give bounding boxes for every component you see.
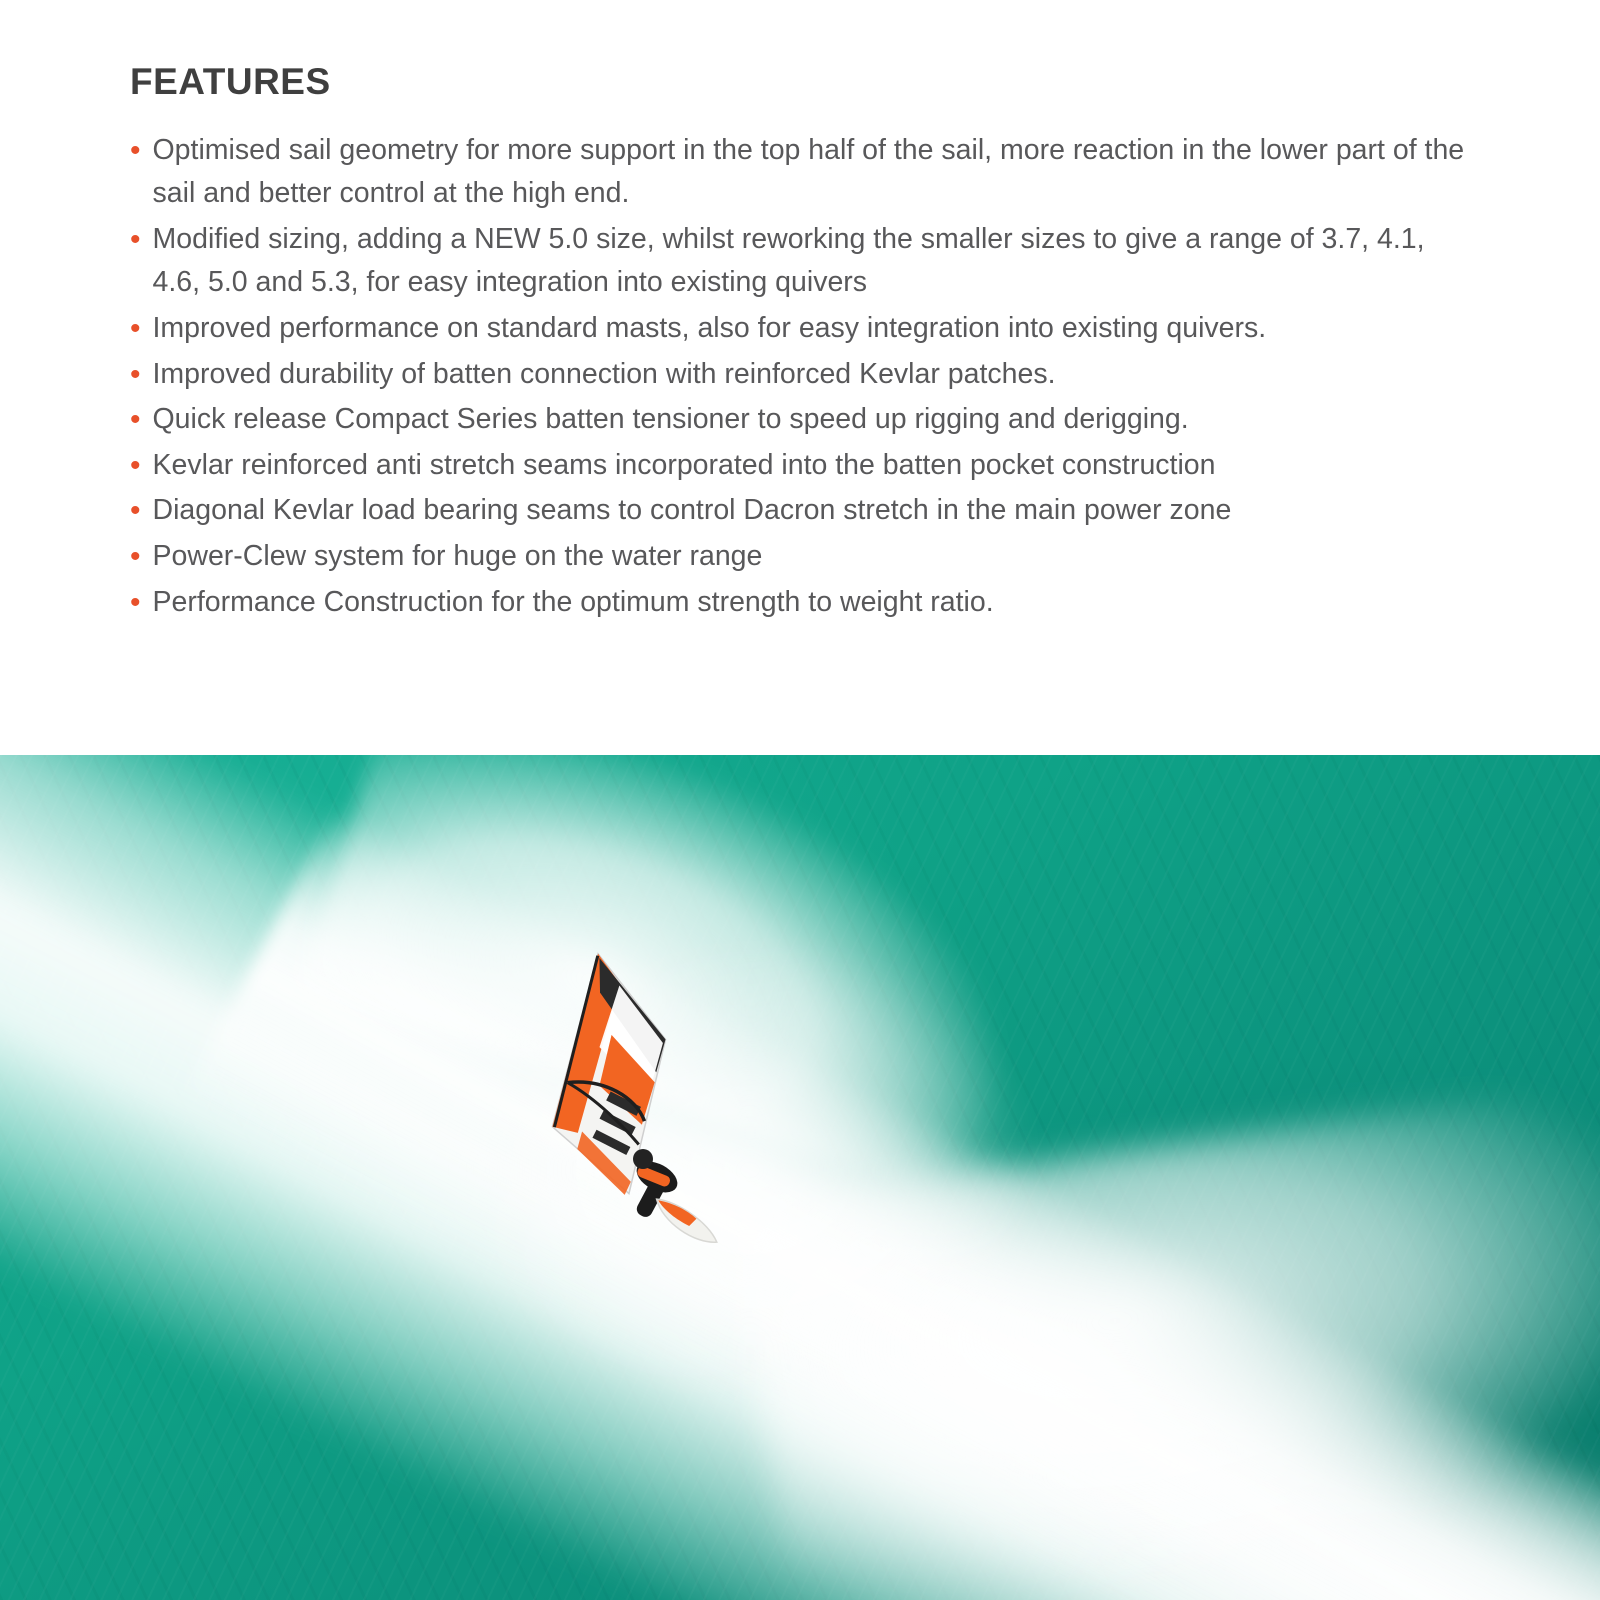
list-item — [130, 218, 1470, 305]
bullet-icon: • — [130, 494, 141, 528]
feature-text: Optimised sail geometry for more support in the top half of the sail, more reaction in the lower part of the sail and better control at the high end. — [152, 133, 1465, 210]
list-item — [130, 353, 1470, 397]
list-item — [130, 307, 1470, 351]
bullet-icon: • — [130, 357, 141, 391]
list-item — [130, 581, 1470, 625]
features-list — [130, 129, 1470, 625]
feature-text: Diagonal Kevlar load bearing seams to control Dacron stretch in the main power zone — [152, 494, 1232, 527]
feature-text: Power-Clew system for huge on the water range — [152, 540, 763, 573]
feature-text: Improved performance on standard masts, also for easy integration into existing quivers. — [152, 312, 1267, 345]
bullet-icon: • — [130, 540, 141, 574]
bullet-icon: • — [130, 403, 141, 437]
list-item — [130, 129, 1470, 216]
bullet-icon: • — [130, 133, 141, 167]
windsurfer-figure — [505, 945, 785, 1275]
bullet-icon: • — [130, 222, 141, 256]
feature-text: Improved durability of batten connection with reinforced Kevlar patches. — [152, 357, 1056, 390]
bullet-icon: • — [130, 448, 141, 482]
hero-photo — [0, 755, 1600, 1600]
bullet-icon: • — [130, 312, 141, 346]
page-title: FEATURES — [130, 61, 331, 102]
feature-text: Kevlar reinforced anti stretch seams incorporated into the batten pocket construction — [152, 448, 1216, 481]
bullet-icon: • — [130, 585, 141, 619]
features-section — [0, 0, 1600, 755]
feature-text: Modified sizing, adding a NEW 5.0 size, whilst reworking the smaller sizes to give a range of 3.7, 4.1, 4.6, 5.0 and 5.3, for easy integration into existing quivers — [152, 222, 1425, 299]
feature-text: Performance Construction for the optimum strength to weight ratio. — [152, 585, 994, 618]
list-item — [130, 398, 1470, 442]
list-item — [130, 444, 1470, 488]
list-item — [130, 535, 1470, 579]
list-item — [130, 489, 1470, 533]
feature-text: Quick release Compact Series batten tensioner to speed up rigging and derigging. — [152, 403, 1189, 436]
